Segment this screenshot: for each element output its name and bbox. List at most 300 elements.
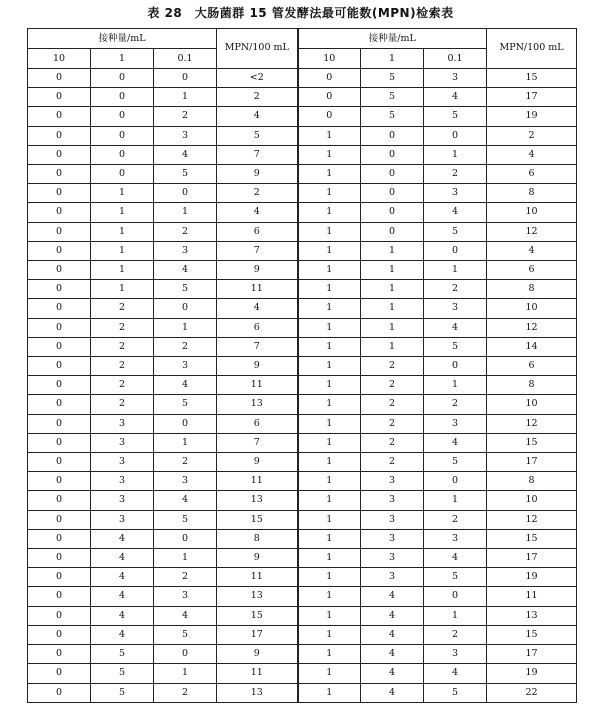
volume-1-cell-left: 1 [91, 241, 154, 260]
mpn-header-right: MPN/100 mL [487, 29, 577, 69]
volume-10-cell-right: 1 [298, 337, 361, 356]
volume-10-cell-left: 0 [28, 433, 91, 452]
mpn-cell-right: 17 [487, 453, 577, 472]
volume-1-cell-left: 4 [91, 549, 154, 568]
volume-0.1-cell-right: 5 [424, 222, 487, 241]
mpn-cell-left: 6 [217, 414, 298, 433]
mpn-cell-right: 19 [487, 107, 577, 126]
mpn-cell-right: 15 [487, 69, 577, 88]
volume-1-cell-right: 1 [361, 261, 424, 280]
volume-10-cell-right: 1 [298, 568, 361, 587]
mpn-lookup-table [27, 28, 577, 703]
volume-10-cell-right: 1 [298, 606, 361, 625]
mpn-cell-left: 13 [217, 491, 298, 510]
mpn-cell-right: 17 [487, 88, 577, 107]
table-row [28, 357, 577, 376]
table-row [28, 549, 577, 568]
mpn-cell-left: 15 [217, 510, 298, 529]
volume-1-header-left: 1 [91, 49, 154, 69]
volume-0.1-cell-left: 2 [154, 568, 217, 587]
mpn-cell-right: 10 [487, 395, 577, 414]
volume-1-cell-left: 4 [91, 625, 154, 644]
volume-0.1-cell-left: 4 [154, 261, 217, 280]
table-row [28, 510, 577, 529]
volume-1-cell-left: 4 [91, 568, 154, 587]
mpn-cell-right: 12 [487, 318, 577, 337]
volume-10-cell-right: 1 [298, 222, 361, 241]
volume-10-cell-right: 1 [298, 357, 361, 376]
mpn-cell-left: 2 [217, 88, 298, 107]
volume-10-cell-right: 1 [298, 491, 361, 510]
volume-0.1-cell-left: 3 [154, 126, 217, 145]
table-row [28, 203, 577, 222]
volume-0.1-cell-left: 4 [154, 376, 217, 395]
volume-1-cell-right: 1 [361, 337, 424, 356]
volume-10-cell-left: 0 [28, 318, 91, 337]
mpn-cell-right: 11 [487, 587, 577, 606]
mpn-cell-left: 4 [217, 107, 298, 126]
table-row [28, 395, 577, 414]
volume-10-cell-left: 0 [28, 529, 91, 548]
mpn-cell-left: 11 [217, 568, 298, 587]
volume-10-cell-right: 1 [298, 645, 361, 664]
volume-0.1-cell-right: 5 [424, 683, 487, 702]
volume-0.1-cell-right: 2 [424, 395, 487, 414]
volume-0.1-cell-right: 5 [424, 107, 487, 126]
mpn-cell-right: 17 [487, 549, 577, 568]
mpn-cell-right: 13 [487, 606, 577, 625]
volume-10-cell-right: 1 [298, 318, 361, 337]
volume-0.1-header-left: 0.1 [154, 49, 217, 69]
table-row [28, 433, 577, 452]
mpn-cell-right: 6 [487, 357, 577, 376]
volume-1-cell-right: 4 [361, 683, 424, 702]
volume-10-cell-right: 1 [298, 625, 361, 644]
volume-10-cell-right: 1 [298, 472, 361, 491]
mpn-cell-right: 4 [487, 241, 577, 260]
volume-0.1-cell-right: 4 [424, 433, 487, 452]
mpn-cell-left: 7 [217, 337, 298, 356]
volume-0.1-cell-right: 1 [424, 145, 487, 164]
volume-0.1-cell-right: 3 [424, 184, 487, 203]
volume-1-cell-left: 1 [91, 261, 154, 280]
volume-10-cell-left: 0 [28, 453, 91, 472]
mpn-cell-left: 13 [217, 683, 298, 702]
volume-10-cell-left: 0 [28, 414, 91, 433]
table-row [28, 241, 577, 260]
mpn-cell-left: 15 [217, 606, 298, 625]
volume-10-cell-left: 0 [28, 664, 91, 683]
volume-1-cell-right: 0 [361, 184, 424, 203]
volume-0.1-cell-left: 1 [154, 203, 217, 222]
volume-10-cell-left: 0 [28, 376, 91, 395]
volume-10-cell-right: 1 [298, 241, 361, 260]
volume-10-cell-right: 1 [298, 453, 361, 472]
volume-1-cell-left: 3 [91, 472, 154, 491]
volume-0.1-cell-right: 3 [424, 414, 487, 433]
volume-1-cell-left: 4 [91, 587, 154, 606]
volume-10-cell-right: 0 [298, 69, 361, 88]
volume-1-cell-left: 2 [91, 337, 154, 356]
table-row [28, 222, 577, 241]
mpn-cell-left: 11 [217, 664, 298, 683]
volume-10-cell-left: 0 [28, 222, 91, 241]
volume-1-cell-right: 4 [361, 625, 424, 644]
table-row [28, 491, 577, 510]
volume-0.1-cell-left: 1 [154, 549, 217, 568]
volume-0.1-cell-right: 0 [424, 241, 487, 260]
volume-0.1-cell-right: 2 [424, 280, 487, 299]
volume-10-cell-left: 0 [28, 107, 91, 126]
volume-10-cell-right: 1 [298, 165, 361, 184]
volume-0.1-cell-left: 0 [154, 69, 217, 88]
mpn-cell-left: <2 [217, 69, 298, 88]
volume-10-header-right: 10 [298, 49, 361, 69]
mpn-cell-left: 9 [217, 453, 298, 472]
volume-10-cell-left: 0 [28, 88, 91, 107]
mpn-cell-left: 9 [217, 549, 298, 568]
volume-10-cell-left: 0 [28, 337, 91, 356]
volume-10-cell-left: 0 [28, 165, 91, 184]
volume-1-cell-left: 2 [91, 357, 154, 376]
volume-1-cell-left: 1 [91, 184, 154, 203]
volume-1-cell-right: 4 [361, 664, 424, 683]
volume-1-cell-left: 1 [91, 203, 154, 222]
volume-1-cell-left: 3 [91, 510, 154, 529]
volume-10-cell-right: 0 [298, 107, 361, 126]
volume-0.1-cell-left: 1 [154, 664, 217, 683]
volume-0.1-cell-left: 2 [154, 222, 217, 241]
volume-0.1-cell-right: 1 [424, 261, 487, 280]
mpn-cell-left: 9 [217, 645, 298, 664]
volume-10-cell-right: 1 [298, 145, 361, 164]
volume-10-cell-left: 0 [28, 203, 91, 222]
volume-10-cell-left: 0 [28, 395, 91, 414]
volume-10-cell-left: 0 [28, 587, 91, 606]
volume-1-cell-right: 3 [361, 491, 424, 510]
volume-1-cell-left: 0 [91, 69, 154, 88]
volume-10-cell-right: 1 [298, 376, 361, 395]
mpn-cell-right: 15 [487, 625, 577, 644]
volume-0.1-cell-left: 5 [154, 395, 217, 414]
volume-1-cell-left: 2 [91, 395, 154, 414]
volume-1-cell-left: 5 [91, 664, 154, 683]
volume-10-cell-left: 0 [28, 510, 91, 529]
volume-10-cell-right: 1 [298, 261, 361, 280]
volume-1-cell-right: 1 [361, 318, 424, 337]
mpn-cell-right: 12 [487, 414, 577, 433]
volume-0.1-cell-right: 1 [424, 491, 487, 510]
mpn-cell-left: 7 [217, 433, 298, 452]
table-title: 表 28 大肠菌群 15 管发酵法最可能数(MPN)检索表 [147, 6, 454, 20]
volume-0.1-cell-left: 4 [154, 145, 217, 164]
volume-0.1-cell-left: 3 [154, 472, 217, 491]
volume-1-cell-right: 2 [361, 357, 424, 376]
mpn-cell-right: 8 [487, 376, 577, 395]
volume-0.1-cell-left: 5 [154, 165, 217, 184]
volume-0.1-cell-right: 1 [424, 606, 487, 625]
volume-10-cell-right: 1 [298, 587, 361, 606]
table-row [28, 261, 577, 280]
volume-0.1-cell-right: 4 [424, 549, 487, 568]
volume-0.1-cell-right: 3 [424, 299, 487, 318]
table-row [28, 683, 577, 702]
volume-1-cell-left: 2 [91, 318, 154, 337]
volume-1-cell-right: 2 [361, 433, 424, 452]
table-row [28, 606, 577, 625]
volume-1-cell-right: 2 [361, 414, 424, 433]
mpn-cell-right: 19 [487, 568, 577, 587]
volume-0.1-cell-left: 0 [154, 184, 217, 203]
volume-0.1-cell-right: 5 [424, 568, 487, 587]
volume-0.1-cell-left: 5 [154, 510, 217, 529]
mpn-cell-right: 8 [487, 472, 577, 491]
volume-1-cell-right: 1 [361, 299, 424, 318]
volume-10-cell-left: 0 [28, 472, 91, 491]
volume-1-cell-left: 5 [91, 645, 154, 664]
mpn-cell-left: 13 [217, 587, 298, 606]
mpn-cell-left: 13 [217, 395, 298, 414]
mpn-cell-right: 6 [487, 165, 577, 184]
mpn-cell-left: 9 [217, 261, 298, 280]
mpn-cell-right: 15 [487, 529, 577, 548]
mpn-cell-right: 17 [487, 645, 577, 664]
table-body [28, 69, 577, 703]
volume-1-cell-right: 0 [361, 165, 424, 184]
table-row [28, 453, 577, 472]
mpn-cell-left: 9 [217, 165, 298, 184]
mpn-cell-left: 2 [217, 184, 298, 203]
volume-0.1-cell-left: 3 [154, 241, 217, 260]
volume-1-cell-left: 2 [91, 376, 154, 395]
table-row [28, 184, 577, 203]
volume-10-cell-left: 0 [28, 491, 91, 510]
volume-10-cell-right: 1 [298, 395, 361, 414]
volume-1-cell-right: 5 [361, 107, 424, 126]
volume-10-cell-right: 1 [298, 184, 361, 203]
mpn-cell-left: 17 [217, 625, 298, 644]
volume-0.1-cell-right: 0 [424, 472, 487, 491]
volume-0.1-cell-right: 5 [424, 337, 487, 356]
volume-1-cell-right: 4 [361, 587, 424, 606]
volume-0.1-cell-left: 0 [154, 529, 217, 548]
inoculum-group-header-left: 接种量/mL [28, 29, 217, 49]
volume-1-cell-right: 0 [361, 145, 424, 164]
table-row [28, 472, 577, 491]
table-row [28, 126, 577, 145]
volume-10-cell-left: 0 [28, 126, 91, 145]
volume-0.1-cell-right: 1 [424, 376, 487, 395]
volume-0.1-cell-left: 2 [154, 107, 217, 126]
volume-1-cell-right: 0 [361, 203, 424, 222]
volume-10-cell-right: 1 [298, 126, 361, 145]
table-row [28, 69, 577, 88]
volume-0.1-cell-left: 4 [154, 491, 217, 510]
volume-10-header-left: 10 [28, 49, 91, 69]
mpn-cell-right: 10 [487, 203, 577, 222]
volume-1-cell-right: 5 [361, 88, 424, 107]
volume-0.1-cell-left: 2 [154, 683, 217, 702]
volume-0.1-cell-left: 1 [154, 88, 217, 107]
mpn-cell-left: 11 [217, 376, 298, 395]
table-row [28, 318, 577, 337]
table-row [28, 107, 577, 126]
table-row [28, 645, 577, 664]
mpn-cell-right: 2 [487, 126, 577, 145]
volume-1-cell-right: 3 [361, 510, 424, 529]
table-row [28, 145, 577, 164]
volume-0.1-cell-right: 2 [424, 510, 487, 529]
volume-0.1-cell-right: 0 [424, 357, 487, 376]
volume-1-cell-left: 0 [91, 107, 154, 126]
mpn-cell-right: 14 [487, 337, 577, 356]
volume-1-cell-left: 0 [91, 126, 154, 145]
volume-10-cell-right: 1 [298, 510, 361, 529]
volume-10-cell-right: 1 [298, 299, 361, 318]
header-row-group [28, 29, 577, 49]
volume-1-cell-right: 1 [361, 241, 424, 260]
volume-0.1-cell-right: 4 [424, 664, 487, 683]
volume-10-cell-right: 1 [298, 529, 361, 548]
mpn-cell-right: 19 [487, 664, 577, 683]
volume-10-cell-left: 0 [28, 299, 91, 318]
volume-1-cell-left: 0 [91, 165, 154, 184]
volume-10-cell-left: 0 [28, 683, 91, 702]
mpn-cell-left: 6 [217, 222, 298, 241]
mpn-cell-right: 4 [487, 145, 577, 164]
volume-1-cell-right: 0 [361, 222, 424, 241]
volume-0.1-cell-left: 1 [154, 433, 217, 452]
volume-0.1-cell-right: 5 [424, 453, 487, 472]
volume-1-cell-right: 3 [361, 549, 424, 568]
volume-10-cell-right: 1 [298, 549, 361, 568]
mpn-cell-right: 15 [487, 433, 577, 452]
volume-0.1-cell-right: 4 [424, 203, 487, 222]
mpn-cell-left: 9 [217, 357, 298, 376]
volume-1-cell-left: 3 [91, 414, 154, 433]
volume-1-cell-left: 3 [91, 453, 154, 472]
table-row [28, 414, 577, 433]
volume-0.1-header-right: 0.1 [424, 49, 487, 69]
volume-0.1-cell-right: 3 [424, 645, 487, 664]
volume-0.1-cell-left: 2 [154, 337, 217, 356]
volume-0.1-cell-right: 2 [424, 165, 487, 184]
mpn-cell-left: 11 [217, 280, 298, 299]
volume-10-cell-left: 0 [28, 357, 91, 376]
volume-1-cell-left: 4 [91, 606, 154, 625]
volume-10-cell-left: 0 [28, 241, 91, 260]
volume-10-cell-right: 0 [298, 88, 361, 107]
table-row [28, 529, 577, 548]
mpn-cell-left: 6 [217, 318, 298, 337]
table-row [28, 664, 577, 683]
volume-10-cell-left: 0 [28, 261, 91, 280]
volume-1-cell-right: 4 [361, 606, 424, 625]
volume-1-cell-right: 5 [361, 69, 424, 88]
volume-1-header-right: 1 [361, 49, 424, 69]
volume-0.1-cell-left: 0 [154, 645, 217, 664]
volume-10-cell-right: 1 [298, 414, 361, 433]
volume-1-cell-right: 3 [361, 568, 424, 587]
volume-10-cell-left: 0 [28, 625, 91, 644]
mpn-cell-left: 5 [217, 126, 298, 145]
volume-10-cell-right: 1 [298, 664, 361, 683]
volume-1-cell-left: 3 [91, 433, 154, 452]
volume-1-cell-left: 0 [91, 145, 154, 164]
table-row [28, 88, 577, 107]
volume-0.1-cell-right: 0 [424, 587, 487, 606]
volume-1-cell-right: 3 [361, 529, 424, 548]
volume-10-cell-left: 0 [28, 280, 91, 299]
volume-10-cell-right: 1 [298, 683, 361, 702]
volume-1-cell-left: 5 [91, 683, 154, 702]
volume-1-cell-left: 1 [91, 280, 154, 299]
mpn-cell-left: 11 [217, 472, 298, 491]
table-row [28, 568, 577, 587]
mpn-cell-left: 7 [217, 241, 298, 260]
mpn-cell-left: 8 [217, 529, 298, 548]
volume-1-cell-right: 0 [361, 126, 424, 145]
volume-1-cell-right: 4 [361, 645, 424, 664]
mpn-cell-right: 6 [487, 261, 577, 280]
volume-1-cell-left: 2 [91, 299, 154, 318]
table-row [28, 587, 577, 606]
volume-10-cell-left: 0 [28, 184, 91, 203]
volume-10-cell-right: 1 [298, 203, 361, 222]
volume-1-cell-left: 4 [91, 529, 154, 548]
mpn-cell-right: 22 [487, 683, 577, 702]
volume-10-cell-left: 0 [28, 549, 91, 568]
volume-0.1-cell-left: 3 [154, 357, 217, 376]
mpn-cell-right: 10 [487, 299, 577, 318]
mpn-cell-left: 4 [217, 203, 298, 222]
volume-0.1-cell-right: 2 [424, 625, 487, 644]
volume-10-cell-left: 0 [28, 145, 91, 164]
volume-0.1-cell-left: 0 [154, 414, 217, 433]
volume-10-cell-left: 0 [28, 645, 91, 664]
volume-10-cell-left: 0 [28, 568, 91, 587]
volume-1-cell-right: 2 [361, 453, 424, 472]
mpn-header-left: MPN/100 mL [217, 29, 298, 69]
volume-0.1-cell-left: 5 [154, 625, 217, 644]
volume-1-cell-right: 3 [361, 472, 424, 491]
volume-0.1-cell-right: 3 [424, 69, 487, 88]
volume-0.1-cell-left: 1 [154, 318, 217, 337]
volume-0.1-cell-left: 3 [154, 587, 217, 606]
volume-1-cell-left: 1 [91, 222, 154, 241]
table-row [28, 376, 577, 395]
volume-0.1-cell-left: 5 [154, 280, 217, 299]
volume-0.1-cell-left: 2 [154, 453, 217, 472]
volume-1-cell-left: 3 [91, 491, 154, 510]
table-row [28, 165, 577, 184]
inoculum-group-header-right: 接种量/mL [298, 29, 487, 49]
volume-0.1-cell-left: 4 [154, 606, 217, 625]
volume-0.1-cell-right: 3 [424, 529, 487, 548]
mpn-cell-right: 8 [487, 184, 577, 203]
mpn-cell-right: 10 [487, 491, 577, 510]
volume-10-cell-left: 0 [28, 606, 91, 625]
table-row [28, 337, 577, 356]
volume-1-cell-left: 0 [91, 88, 154, 107]
volume-1-cell-right: 2 [361, 376, 424, 395]
volume-10-cell-right: 1 [298, 280, 361, 299]
mpn-cell-left: 7 [217, 145, 298, 164]
mpn-cell-right: 8 [487, 280, 577, 299]
volume-0.1-cell-right: 4 [424, 88, 487, 107]
volume-0.1-cell-right: 4 [424, 318, 487, 337]
mpn-cell-right: 12 [487, 222, 577, 241]
